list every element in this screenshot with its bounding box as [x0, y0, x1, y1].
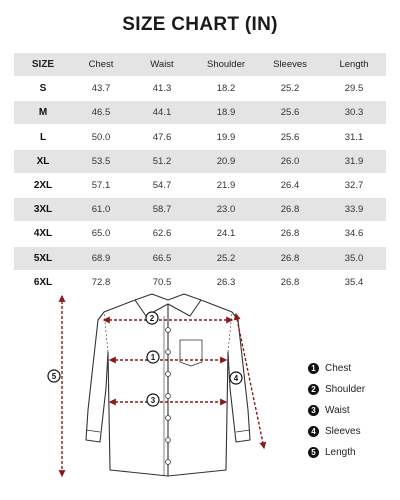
table-row [14, 198, 386, 221]
header-waist: Waist [150, 59, 174, 70]
header-chest: Chest [88, 59, 114, 70]
legend-label: Waist [325, 405, 350, 416]
cell-size: S [39, 83, 47, 95]
cell-chest: 61.0 [91, 204, 111, 216]
cell-size: L [39, 131, 47, 143]
cell-sleeves: 25.2 [280, 83, 300, 95]
marker-sleeves [230, 372, 242, 384]
cell-shoulder: 25.2 [216, 252, 236, 264]
svg-text:5: 5 [51, 372, 57, 381]
legend-item-length [308, 442, 365, 463]
legend-item-shoulder [308, 379, 365, 400]
cell-length: 35.4 [344, 276, 364, 288]
legend-item-waist [308, 400, 365, 421]
cell-sleeves: 26.8 [280, 204, 300, 216]
cell-shoulder: 19.9 [216, 131, 236, 143]
cell-waist: 58.7 [152, 204, 172, 216]
legend-number: 4 [308, 426, 319, 437]
cell-length: 34.6 [344, 228, 364, 240]
header-length: Length [339, 59, 369, 70]
marker-shoulder [146, 312, 158, 324]
legend-label: Length [325, 447, 356, 458]
cell-chest: 72.8 [91, 276, 111, 288]
cell-length: 29.5 [344, 83, 364, 95]
cell-chest: 53.5 [91, 155, 111, 167]
cell-chest: 65.0 [91, 228, 111, 240]
legend-number: 5 [308, 447, 319, 458]
cell-sleeves: 26.8 [280, 228, 300, 240]
cell-chest: 50.0 [91, 131, 111, 143]
cell-length: 32.7 [344, 179, 364, 191]
legend-item-sleeves [308, 421, 365, 442]
cell-sleeves: 26.0 [280, 155, 300, 167]
table-row [14, 77, 386, 100]
table-row [14, 150, 386, 173]
cell-length: 31.1 [344, 131, 364, 143]
cell-size: XL [36, 155, 50, 167]
table-row [14, 222, 386, 245]
cell-chest: 68.9 [91, 252, 111, 264]
legend-label: Shoulder [325, 384, 366, 395]
size-table [14, 53, 386, 295]
legend-label: Chest [325, 363, 352, 374]
cell-shoulder: 24.1 [216, 228, 236, 240]
cell-size: M [38, 107, 48, 119]
measurement-legend [308, 358, 365, 463]
svg-text:4: 4 [233, 374, 239, 383]
cell-waist: 44.1 [152, 107, 172, 119]
cell-waist: 54.7 [152, 179, 172, 191]
shirt-outline [86, 294, 250, 476]
legend-number: 2 [308, 384, 319, 395]
header-size: SIZE [31, 59, 55, 70]
cell-waist: 47.6 [152, 131, 172, 143]
table-row [14, 101, 386, 124]
cell-size: 5XL [33, 252, 53, 264]
legend-item-chest [308, 358, 365, 379]
cell-shoulder: 20.9 [216, 155, 236, 167]
cell-shoulder: 26.3 [216, 276, 236, 288]
cell-length: 30.3 [344, 107, 364, 119]
cell-waist: 51.2 [152, 155, 172, 167]
cell-size: 6XL [33, 276, 53, 288]
header-sleeves: Sleeves [273, 59, 307, 70]
cell-shoulder: 23.0 [216, 204, 236, 216]
svg-text:2: 2 [149, 314, 155, 323]
cell-waist: 66.5 [152, 252, 172, 264]
svg-text:3: 3 [150, 396, 156, 405]
cell-waist: 70.5 [152, 276, 172, 288]
page-title: SIZE CHART (IN) [122, 14, 278, 35]
table-row [14, 247, 386, 270]
marker-length [48, 370, 60, 382]
cell-chest: 46.5 [91, 107, 111, 119]
cell-sleeves: 26.8 [280, 276, 300, 288]
cell-sleeves: 25.6 [280, 107, 300, 119]
cell-waist: 62.6 [152, 228, 172, 240]
cell-waist: 41.3 [152, 83, 172, 95]
header-shoulder: Shoulder [206, 59, 246, 70]
cell-length: 33.9 [344, 204, 364, 216]
cell-size: 3XL [33, 204, 53, 216]
cell-length: 31.9 [344, 155, 364, 167]
legend-number: 1 [308, 363, 319, 374]
cell-shoulder: 21.9 [216, 179, 236, 191]
cell-chest: 43.7 [91, 83, 111, 95]
cell-chest: 57.1 [91, 179, 111, 191]
table-header-row [14, 53, 386, 76]
table-body [14, 77, 386, 294]
table-row [14, 174, 386, 197]
legend-label: Sleeves [325, 426, 361, 437]
cell-shoulder: 18.2 [216, 83, 236, 95]
shirt-diagram [40, 290, 300, 490]
cell-sleeves: 25.6 [280, 131, 300, 143]
legend-number: 3 [308, 405, 319, 416]
cell-size: 2XL [33, 179, 53, 191]
cell-size: 4XL [33, 228, 53, 240]
cell-sleeves: 26.8 [280, 252, 300, 264]
marker-chest [147, 351, 159, 363]
svg-text:1: 1 [150, 353, 156, 362]
cell-shoulder: 18.9 [216, 107, 236, 119]
cell-sleeves: 26.4 [280, 179, 300, 191]
cell-length: 35.0 [344, 252, 364, 264]
table-row [14, 126, 386, 149]
marker-waist [147, 394, 159, 406]
